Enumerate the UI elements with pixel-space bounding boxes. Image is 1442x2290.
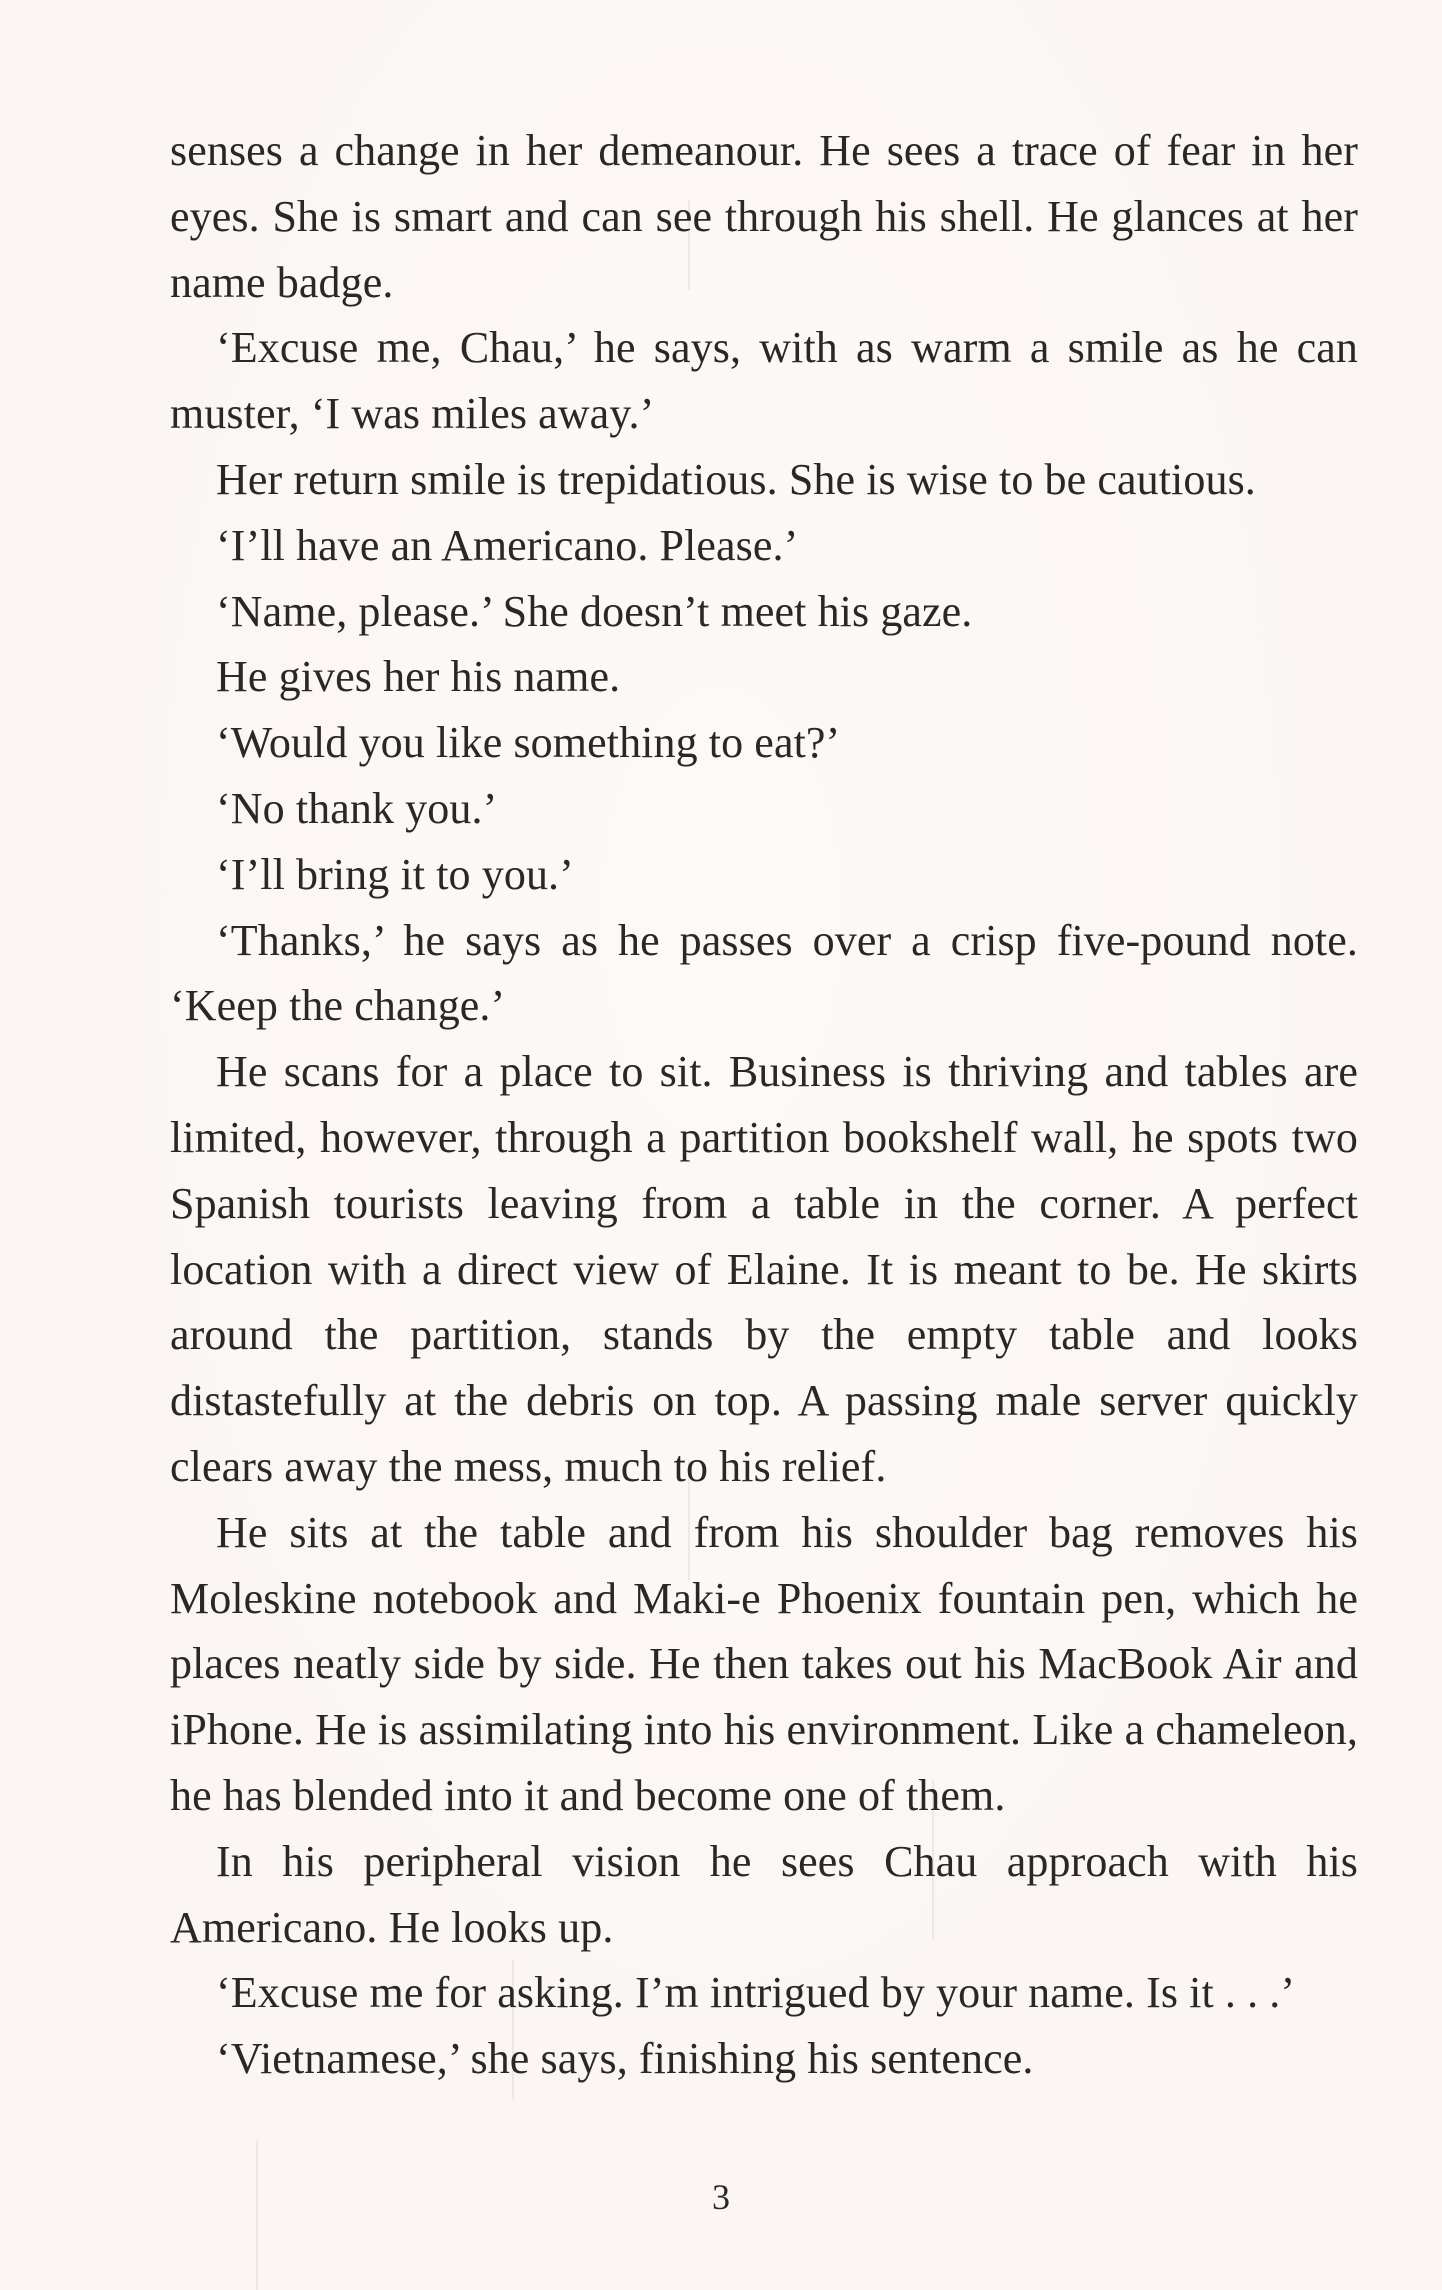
paragraph: ‘Would you like something to eat?’	[216, 718, 841, 768]
paragraph: Her return smile is trepidatious. She is wise to be cautious.	[216, 454, 1256, 504]
page-number: 3	[712, 2177, 730, 2217]
paragraph: In his peripheral vision he sees Chau approach with his Americano. He looks up.	[170, 1836, 1358, 1952]
paragraph: ‘Name, please.’ She doesn’t meet his gaze.	[216, 586, 973, 636]
paragraph: senses a change in her demeanour. He sees a trace of fear in her eyes. She is smart and can see through his shell. He glances at her name badge.	[170, 126, 1358, 307]
paragraph: He scans for a place to sit. Business is thriving and tables are limited, however, through a partition bookshelf wall, he spots two Spanish tourists leaving from a table in the corner. A perfect location with a direct view of Elaine. It is meant to be. He skirts around the partition, stands by the empty table and looks distastefully at the debris on top. A passing male server quickly clears away the mess, much to his relief.	[170, 1047, 1358, 1491]
paragraph: ‘I’ll have an Americano. Please.’	[216, 520, 799, 570]
paragraph: ‘Vietnamese,’ she says, finishing his sentence.	[216, 2034, 1034, 2084]
paragraph: ‘Excuse me for asking. I’m intrigued by your name. Is it . . .’	[216, 1968, 1296, 2018]
paragraph: ‘Excuse me, Chau,’ he says, with as warm a smile as he can muster, ‘I was miles away.’	[170, 323, 1358, 439]
paragraph: ‘Thanks,’ he says as he passes over a crisp five-pound note. ‘Keep the change.’	[170, 915, 1358, 1031]
paragraph: He sits at the table and from his shoulder bag removes his Moleskine notebook and Maki-e Phoenix fountain pen, which he places neatly side by side. He then takes out his MacBook Air and iPhone. He is assimilating into his environment. Like a chameleon, he has blended into it and become one of them.	[170, 1507, 1358, 1820]
paragraph: ‘I’ll bring it to you.’	[216, 849, 574, 899]
body-text	[170, 118, 1358, 2092]
paragraph: ‘No thank you.’	[216, 783, 498, 833]
paragraph: He gives her his name.	[216, 652, 621, 702]
